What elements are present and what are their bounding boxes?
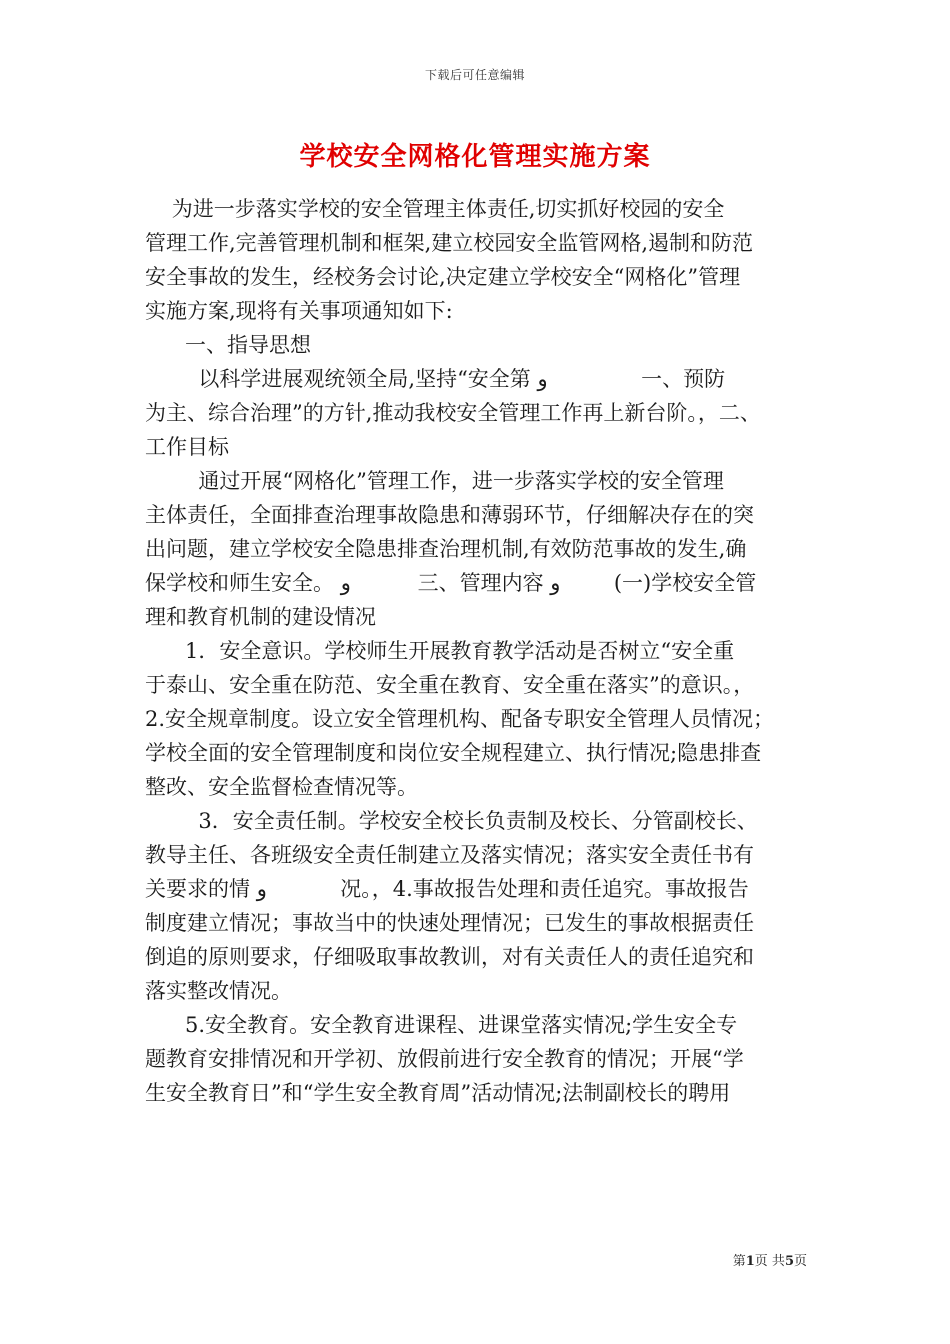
- body-line: 出问题，建立学校安全隐患排查治理机制,有效防范事故的发生,确: [145, 537, 747, 561]
- body-line: 题教育安排情况和开学初、放假前进行安全教育的情况；开展“学: [145, 1047, 744, 1071]
- page-prefix: 第: [732, 1254, 746, 1269]
- body-line: 一、指导思想: [145, 333, 312, 357]
- body-line: 学校全面的安全管理制度和岗位安全规程建立、执行情况;隐患排查: [145, 741, 762, 765]
- page-suffix: 页: [793, 1254, 807, 1269]
- body-line: 教导主任、各班级安全责任制建立及落实情况；落实安全责任书有: [145, 843, 754, 867]
- total-pages: 5: [784, 1254, 794, 1269]
- body-line: 生安全教育日”和“学生安全教育周”活动情况;法制副校长的聘用: [145, 1081, 731, 1105]
- body-line: 安全事故的发生，经校务会讨论,决定建立学校安全“网格化”管理: [145, 265, 741, 289]
- document-title: 学校安全网格化管理实施方案: [299, 142, 651, 172]
- body-line: 为进一步落实学校的安全管理主体责任,切实抓好校园的安全: [145, 197, 725, 221]
- page-middle: 页 共: [754, 1254, 785, 1269]
- body-line: 整改、安全监督检查情况等。: [145, 775, 418, 799]
- body-line: 1．安全意识。学校师生开展教育教学活动是否树立“安全重: [145, 639, 735, 663]
- body-line: 倒追的原则要求，仔细吸取事故教训，对有关责任人的责任追究和: [145, 945, 754, 969]
- body-line: 5.安全教育。安全教育进课程、进课堂落实情况;学生安全专: [145, 1013, 738, 1037]
- body-line: 3．安全责任制。学校安全校长负责制及校长、分管副校长、: [145, 809, 758, 833]
- body-line: 保学校和师生安全。 و 三、管理内容 و (一)学校安全管: [145, 571, 757, 595]
- current-page: 1: [745, 1254, 755, 1269]
- body-line: 通过开展“网格化”管理工作，进一步落实学校的安全管理: [145, 469, 724, 493]
- body-line: 2.安全规章制度。设立安全管理机构、配备专职安全管理人员情况；: [145, 707, 775, 731]
- page-number: [733, 1250, 807, 1269]
- body-line: 主体责任，全面排查治理事故隐患和薄弱环节，仔细解决存在的突: [145, 503, 754, 527]
- body-line: 落实整改情况。: [145, 979, 292, 1003]
- body-line: 以科学进展观统领全局,坚持“安全第 و 一、预防: [145, 367, 726, 391]
- body-line: 关要求的情 و 况。，4.事故报告处理和责任追究。事故报告: [145, 877, 749, 901]
- body-line: 制度建立情况；事故当中的快速处理情况；已发生的事故根据责任: [145, 911, 754, 935]
- body-line: 理和教育机制的建设情况: [145, 605, 376, 629]
- body-line: 为主、综合治理”的方针,推动我校安全管理工作再上新台阶。，二、: [145, 401, 761, 425]
- download-note: 下载后可任意编辑: [424, 68, 525, 82]
- body-line: 于泰山、安全重在防范、安全重在教育、安全重在落实”的意识。，: [145, 673, 755, 697]
- body-line: 工作目标: [145, 435, 229, 459]
- body-line: 管理工作,完善管理机制和框架,建立校园安全监管网格,遏制和防范: [145, 231, 754, 255]
- body-line: 实施方案,现将有关事项通知如下:: [145, 299, 453, 323]
